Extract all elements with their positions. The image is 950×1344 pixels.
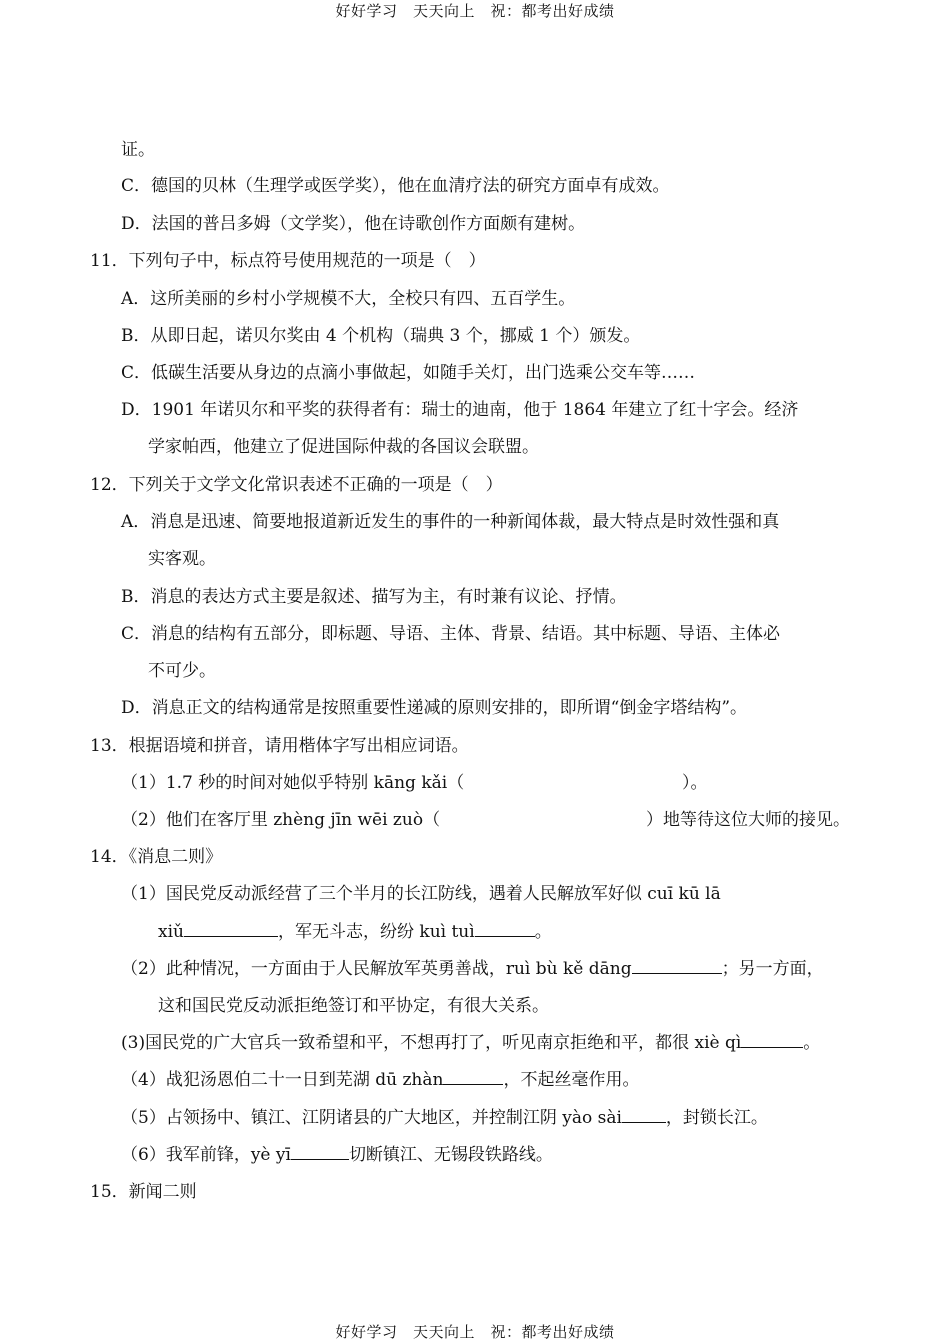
page-header: 好好学习 天天向上 祝：都考出好成绩 [335,2,615,20]
q14-sub5-text: （5）占领扬中、镇江、江阴诸县的广大地区，并控制江阴 yào sài [121,1108,622,1128]
q11-option-a: A．这所美丽的乡村小学规模不大，全校只有四、五百学生。 [121,289,576,309]
q14-sub4-text: （4）战犯汤恩伯二十一日到芜湖 dū zhàn [121,1070,444,1090]
q14-blank-1[interactable] [184,922,278,937]
q11-stem: 11．下列句子中，标点符号使用规范的一项是（ ） [90,251,486,271]
q13-sub2-text: （2）他们在客厅里 zhèng jīn wēi zuò（ [121,810,441,830]
q11-option-d-line1: D．1901 年诺贝尔和平奖的获得者有：瑞士的迪南，他于 1864 年建立了红十字会。经济 [121,400,799,420]
q12-option-b: B．消息的表达方式主要是叙述、描写为主，有时兼有议论、抒情。 [121,587,627,607]
q14-sub1-line1: （1）国民党反动派经营了三个半月的长江防线，遇着人民解放军好似 cuī kū lā [121,884,721,904]
q14-sub2-text: （2）此种情况，一方面由于人民解放军英勇善战，ruì bù kě dāng [121,959,632,979]
q14-sub5 [121,1106,768,1130]
q13-sub2-close: ）地等待这位大师的接见。 [646,810,850,830]
q12-option-d: D．消息正文的结构通常是按照重要性递减的原则安排的，即所谓“倒金字塔结构”。 [121,698,748,718]
q15-stem: 15．新闻二则 [90,1182,197,1202]
q10-option-c: C．德国的贝林（生理学或医学奖），他在血清疗法的研究方面卓有成效。 [121,176,670,196]
q13-sub1-text: （1）1.7 秒的时间对她似乎特别 kāng kǎi（ [121,773,465,793]
q14-blank-5[interactable] [443,1070,503,1085]
q11-option-b: B．从即日起，诺贝尔奖由 4 个机构（瑞典 3 个，挪威 1 个）颁发。 [121,326,641,346]
q14-sub2-tail: ；另一方面， [721,959,824,979]
q12-stem: 12．下列关于文学文化常识表述不正确的一项是（ ） [90,475,503,495]
q11-option-c: C．低碳生活要从身边的点滴小事做起，如随手关灯，出门选乘公交车等…… [121,363,696,383]
q14-sub3-text: (3)国民党的广大官兵一致希望和平，不想再打了，听见南京拒绝和平，都很 xiè qì [121,1033,742,1053]
q14-sub6-text: （6）我军前锋，yè yī [121,1145,291,1165]
q14-blank-7[interactable] [291,1145,349,1160]
q14-sub3-end: 。 [803,1033,821,1053]
q14-sub1-line2 [158,920,552,944]
q10-option-d: D．法国的普吕多姆（文学奖），他在诗歌创作方面颇有建树。 [121,214,586,234]
q14-blank-2[interactable] [475,922,535,937]
q12-option-c-line2: 不可少。 [148,661,216,681]
q12-option-a-line2: 实客观。 [148,549,216,569]
q14-sub1-pinyin: xiǔ [158,922,184,942]
q14-sub1-end: 。 [534,922,552,942]
q14-sub1-mid: ，军无斗志，纷纷 kuì tuì [277,922,475,942]
q14-sub2-line2: 这和国民党反动派拒绝签订和平协定，有很大关系。 [158,996,549,1016]
q14-blank-4[interactable] [741,1033,803,1048]
q11-option-d-line2: 学家帕西，他建立了促进国际仲裁的各国议会联盟。 [148,437,539,457]
q14-blank-3[interactable] [632,959,722,974]
page-footer: 好好学习 天天向上 祝：都考出好成绩 [335,1323,615,1341]
q14-sub4-tail: ，不起丝毫作用。 [503,1070,640,1090]
q14-sub3 [121,1031,820,1055]
q14-sub4 [121,1068,639,1092]
q12-option-a-line1: A．消息是迅速、简要地报道新近发生的事件的一种新闻体裁，最大特点是时效性强和真 [121,512,780,532]
q14-sub6-tail: 切断镇江、无锡段铁路线。 [348,1145,553,1165]
q13-sub1-close: ）。 [682,773,708,793]
q13-stem: 13．根据语境和拼音，请用楷体字写出相应词语。 [90,736,469,756]
q14-blank-6[interactable] [622,1108,666,1123]
q12-option-c-line1: C．消息的结构有五部分，即标题、导语、主体、背景、结语。其中标题、导语、主体必 [121,624,781,644]
q14-stem: 14．《消息二则》 [90,847,223,867]
q10-continuation: 证。 [121,140,155,160]
q14-sub6 [121,1143,553,1167]
q14-sub5-tail: ，封锁长江。 [665,1108,768,1128]
q14-sub2-line1 [121,957,824,981]
